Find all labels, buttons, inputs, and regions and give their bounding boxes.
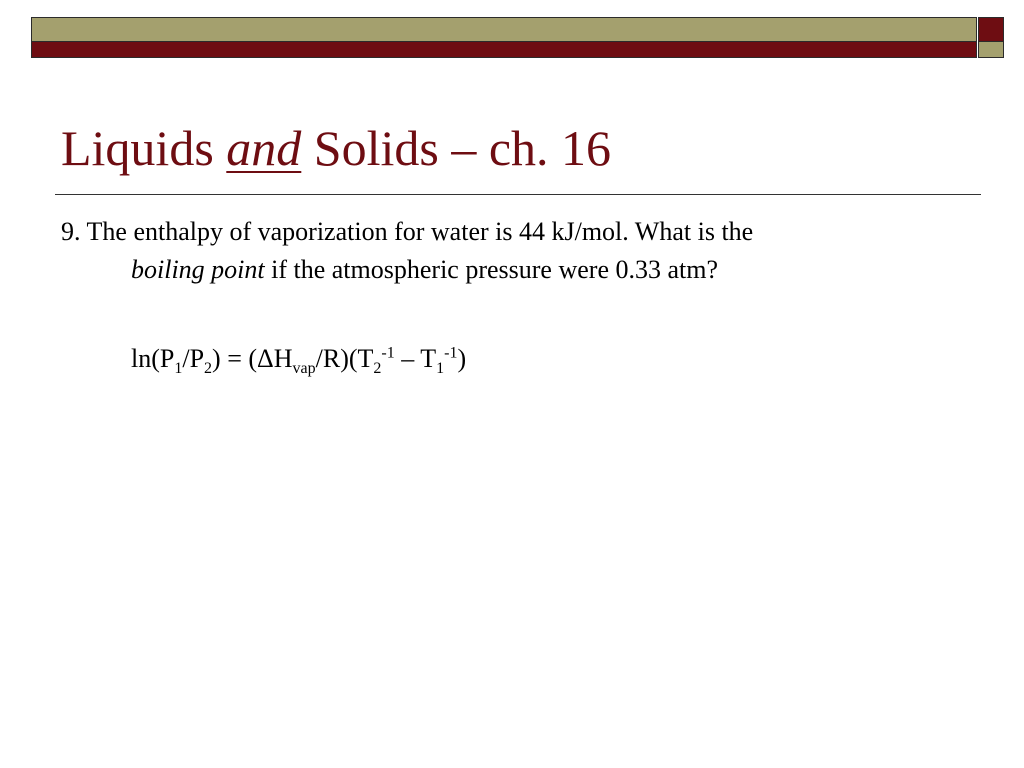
eq-text-2: /P xyxy=(182,344,205,373)
eq-sub-1: 1 xyxy=(174,360,183,378)
title-part-1: Liquids xyxy=(61,120,227,176)
eq-sub-vap: vap xyxy=(292,360,316,378)
header-band-olive xyxy=(31,17,977,42)
eq-text-4: /R)(T xyxy=(315,344,374,373)
corner-square-olive xyxy=(978,42,1004,58)
eq-sub-t2: 2 xyxy=(373,360,382,378)
slide-title xyxy=(61,118,611,178)
eq-text-5: – T xyxy=(394,344,437,373)
header-band-maroon xyxy=(31,42,977,58)
eq-text-3: ) = (ΔH xyxy=(212,344,293,373)
title-divider xyxy=(55,194,981,195)
eq-text-6: ) xyxy=(457,344,467,373)
clausius-clapeyron-equation xyxy=(131,340,466,378)
eq-sup-2: -1 xyxy=(444,344,458,362)
corner-square-maroon xyxy=(978,17,1004,42)
question-line-1: 9. The enthalpy of vaporization for water is 44 kJ/mol. What is the xyxy=(61,217,754,246)
question-line-2-rest: if the atmospheric pressure were 0.33 atm? xyxy=(264,255,719,284)
eq-sup-1: -1 xyxy=(381,344,395,362)
title-part-3: Solids – ch. 16 xyxy=(301,120,612,176)
question-emphasis: boiling point xyxy=(131,255,265,284)
eq-sub-t1: 1 xyxy=(436,360,445,378)
question-text xyxy=(61,213,961,289)
eq-text-1: ln(P xyxy=(131,344,175,373)
question-line-2 xyxy=(61,251,961,289)
title-emphasis: and xyxy=(226,120,302,176)
eq-sub-2: 2 xyxy=(204,360,213,378)
